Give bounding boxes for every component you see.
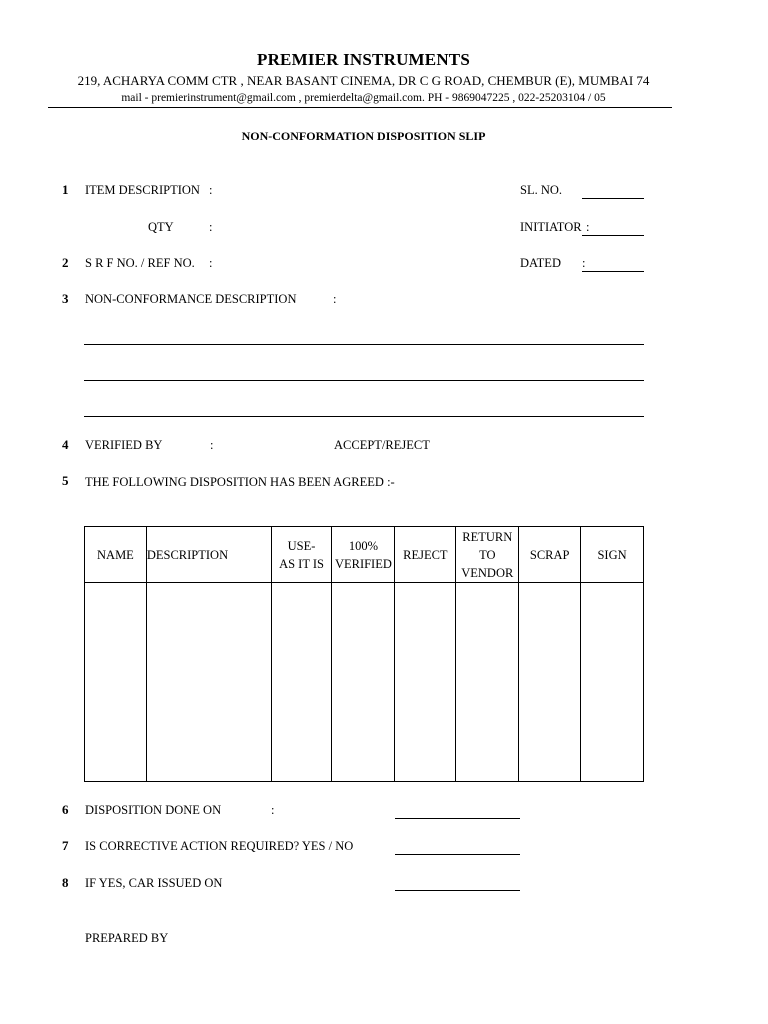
item-number-8: 8 (62, 875, 69, 890)
nc-description-line-2[interactable] (84, 380, 644, 381)
item-number-2: 2 (62, 255, 69, 270)
item-number-1: 1 (62, 182, 69, 197)
disposition-done-on-colon: : (271, 803, 275, 817)
sl-no-label: SL. NO. (520, 183, 563, 197)
item-number-3: 3 (62, 291, 69, 306)
qty-colon: : (209, 220, 213, 234)
nc-description-colon: : (333, 292, 337, 306)
cell-verified[interactable] (332, 583, 395, 782)
form-title: NON-CONFORMATION DISPOSITION SLIP (241, 129, 486, 143)
dated-colon: : (582, 256, 586, 270)
col-header-return-to-vendor: RETURN TO VENDOR (456, 527, 519, 583)
col-header-verified: 100% VERIFIED (332, 527, 395, 583)
disposition-table (84, 526, 644, 782)
srf-no-label: S R F NO. / REF NO. (85, 256, 195, 270)
initiator-label: INITIATOR (520, 220, 582, 234)
nc-description-line-1[interactable] (84, 344, 644, 345)
prepared-by-label: PREPARED BY (85, 931, 169, 945)
col-header-name: NAME (85, 527, 147, 583)
qty-label: QTY (148, 220, 174, 234)
corrective-action-field[interactable] (395, 854, 520, 855)
item-description-colon: : (209, 183, 213, 197)
cell-use-as-is[interactable] (271, 583, 332, 782)
sl-no-field[interactable] (582, 198, 644, 199)
disposition-done-on-field[interactable] (395, 818, 520, 819)
col-header-scrap: SCRAP (519, 527, 581, 583)
disposition-agreed-label: THE FOLLOWING DISPOSITION HAS BEEN AGREED :- (85, 475, 395, 489)
initiator-field[interactable] (582, 235, 644, 236)
col-header-use-as-is: USE- AS IT IS (271, 527, 332, 583)
srf-no-colon: : (209, 256, 213, 270)
item-number-6: 6 (62, 802, 69, 817)
cell-return-to-vendor[interactable] (456, 583, 519, 782)
verified-by-label: VERIFIED BY (85, 438, 163, 452)
company-name: PREMIER INSTRUMENTS (256, 50, 471, 69)
dated-label: DATED (520, 256, 561, 270)
car-issued-on-label: IF YES, CAR ISSUED ON (85, 876, 223, 890)
corrective-action-label: IS CORRECTIVE ACTION REQUIRED? YES / NO (85, 839, 354, 853)
cell-scrap[interactable] (519, 583, 581, 782)
cell-reject[interactable] (395, 583, 456, 782)
nc-description-label: NON-CONFORMANCE DESCRIPTION (85, 292, 297, 306)
accept-reject-label: ACCEPT/REJECT (334, 438, 430, 452)
col-header-sign: SIGN (581, 527, 644, 583)
car-issued-on-field[interactable] (395, 890, 520, 891)
cell-description[interactable] (146, 583, 271, 782)
company-contact: mail - premierinstrument@gmail.com , premierdelta@gmail.com. PH - 9869047225 , 022-25203104 / 05 (121, 92, 606, 104)
cell-sign[interactable] (581, 583, 644, 782)
item-number-7: 7 (62, 838, 69, 853)
initiator-colon: : (586, 220, 590, 234)
col-header-reject: REJECT (395, 527, 456, 583)
company-address: 219, ACHARYA COMM CTR , NEAR BASANT CINEMA, DR C G ROAD, CHEMBUR (E), MUMBAI 74 (77, 73, 650, 88)
item-description-label: ITEM DESCRIPTION (85, 183, 200, 197)
verified-by-colon: : (210, 438, 214, 452)
nc-description-line-3[interactable] (84, 416, 644, 417)
header-divider (48, 107, 672, 108)
item-number-5: 5 (62, 473, 69, 488)
cell-name[interactable] (85, 583, 147, 782)
item-number-4: 4 (62, 437, 69, 452)
disposition-done-on-label: DISPOSITION DONE ON (85, 803, 222, 817)
dated-field[interactable] (582, 271, 644, 272)
col-header-description: DESCRIPTION (146, 527, 271, 583)
table-row (85, 583, 644, 782)
table-header-row (85, 527, 644, 583)
